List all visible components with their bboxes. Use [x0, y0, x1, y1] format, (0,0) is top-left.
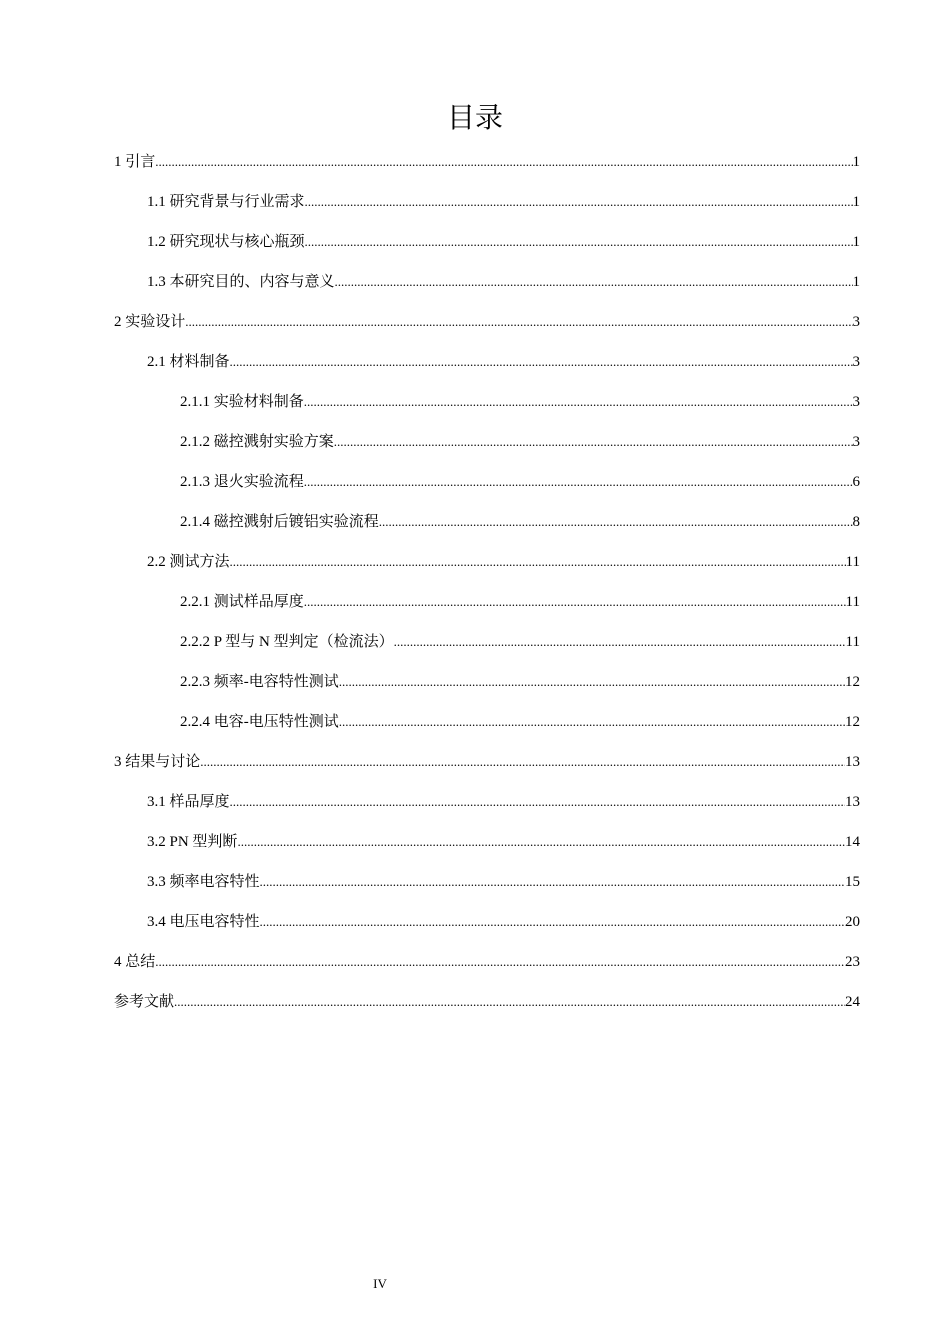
toc-entry[interactable]	[114, 942, 860, 982]
toc-entry-label: 1.2 研究现状与核心瓶颈	[147, 234, 305, 250]
toc-entry[interactable]	[114, 622, 860, 662]
toc-entry-label: 2.1.1 实验材料制备	[180, 394, 304, 410]
toc-entry-label: 3.4 电压电容特性	[147, 914, 260, 930]
toc-dot-leader	[230, 342, 853, 382]
toc-entry-label: 2.2.1 测试样品厚度	[180, 594, 304, 610]
toc-entry-label: 4 总结	[114, 954, 156, 970]
toc-entry-page: 3	[852, 354, 860, 370]
toc-entry-page: 23	[845, 954, 860, 970]
toc-dot-leader	[260, 862, 845, 902]
toc-entry-label: 2.1.4 磁控溅射后镀铝实验流程	[180, 514, 379, 530]
toc-entry-page: 24	[845, 994, 860, 1010]
toc-entry[interactable]	[114, 862, 860, 902]
toc-entry-page: 14	[845, 834, 860, 850]
toc-entry[interactable]	[114, 142, 860, 182]
toc-entry-page: 8	[852, 514, 860, 530]
toc-entry[interactable]	[114, 662, 860, 702]
toc-entry-label: 2 实验设计	[114, 314, 186, 330]
toc-entry[interactable]	[114, 302, 860, 342]
toc-entry-page: 1	[852, 194, 860, 210]
toc-entry-label: 2.1.3 退火实验流程	[180, 474, 304, 490]
toc-entry-page: 3	[852, 314, 860, 330]
toc-entry-label: 2.2.4 电容-电压特性测试	[180, 714, 339, 730]
toc-entry-label: 2.2.2 P 型与 N 型判定（检流法）	[180, 634, 394, 650]
toc-dot-leader	[304, 382, 853, 422]
toc-entry-label: 1 引言	[114, 154, 156, 170]
toc-dot-leader	[174, 982, 845, 1022]
toc-entry[interactable]	[114, 702, 860, 742]
toc-entry-page: 13	[845, 754, 860, 770]
toc-dot-leader	[339, 702, 845, 742]
toc-entry[interactable]	[114, 462, 860, 502]
page-title: 目录	[446, 101, 503, 134]
toc-entry[interactable]	[114, 262, 860, 302]
toc-entry-label: 参考文献	[114, 994, 175, 1010]
toc-entry-page: 15	[845, 874, 860, 890]
toc-entry[interactable]	[114, 982, 860, 1022]
toc-entry-page: 3	[852, 434, 860, 450]
table-of-contents	[114, 142, 860, 1022]
toc-entry-label: 3.2 PN 型判断	[147, 834, 238, 850]
toc-dot-leader	[335, 262, 853, 302]
toc-dot-leader	[185, 302, 852, 342]
toc-entry[interactable]	[114, 742, 860, 782]
toc-entry-label: 2.1.2 磁控溅射实验方案	[180, 434, 334, 450]
toc-entry-label: 3.3 频率电容特性	[147, 874, 260, 890]
toc-dot-leader	[304, 582, 846, 622]
toc-dot-leader	[230, 542, 846, 582]
toc-entry-label: 2.2 测试方法	[147, 554, 230, 570]
toc-entry-label: 2.1 材料制备	[147, 354, 230, 370]
toc-entry-page: 1	[852, 154, 860, 170]
toc-entry-page: 20	[845, 914, 860, 930]
toc-entry-label: 1.1 研究背景与行业需求	[147, 194, 305, 210]
toc-dot-leader	[305, 222, 853, 262]
toc-dot-leader	[334, 422, 853, 462]
toc-entry[interactable]	[114, 422, 860, 462]
toc-entry[interactable]	[114, 382, 860, 422]
toc-entry-page: 11	[845, 594, 860, 610]
toc-entry-label: 2.2.3 频率-电容特性测试	[180, 674, 339, 690]
toc-entry[interactable]	[114, 502, 860, 542]
toc-entry-label: 1.3 本研究目的、内容与意义	[147, 274, 335, 290]
toc-entry-page: 12	[845, 714, 860, 730]
toc-entry-page: 1	[852, 234, 860, 250]
toc-entry-page: 3	[852, 394, 860, 410]
toc-entry-page: 12	[845, 674, 860, 690]
toc-entry[interactable]	[114, 582, 860, 622]
toc-dot-leader	[379, 502, 853, 542]
toc-entry[interactable]	[114, 182, 860, 222]
toc-entry-label: 3.1 样品厚度	[147, 794, 230, 810]
toc-entry[interactable]	[114, 222, 860, 262]
toc-entry-page: 1	[852, 274, 860, 290]
toc-dot-leader	[260, 902, 845, 942]
toc-dot-leader	[155, 142, 852, 182]
toc-entry-page: 11	[845, 634, 860, 650]
toc-dot-leader	[237, 822, 845, 862]
toc-dot-leader	[230, 782, 845, 822]
toc-dot-leader	[304, 462, 853, 502]
toc-entry-page: 13	[845, 794, 860, 810]
toc-entry[interactable]	[114, 542, 860, 582]
toc-dot-leader	[394, 622, 846, 662]
page-number: IV	[373, 1276, 387, 1291]
toc-entry[interactable]	[114, 782, 860, 822]
toc-entry-page: 6	[852, 474, 860, 490]
toc-entry-label: 3 结果与讨论	[114, 754, 201, 770]
toc-entry[interactable]	[114, 342, 860, 382]
toc-dot-leader	[200, 742, 845, 782]
toc-entry[interactable]	[114, 822, 860, 862]
toc-entry-page: 11	[845, 554, 860, 570]
toc-entry[interactable]	[114, 902, 860, 942]
toc-dot-leader	[305, 182, 853, 222]
toc-dot-leader	[155, 942, 845, 982]
toc-dot-leader	[339, 662, 845, 702]
